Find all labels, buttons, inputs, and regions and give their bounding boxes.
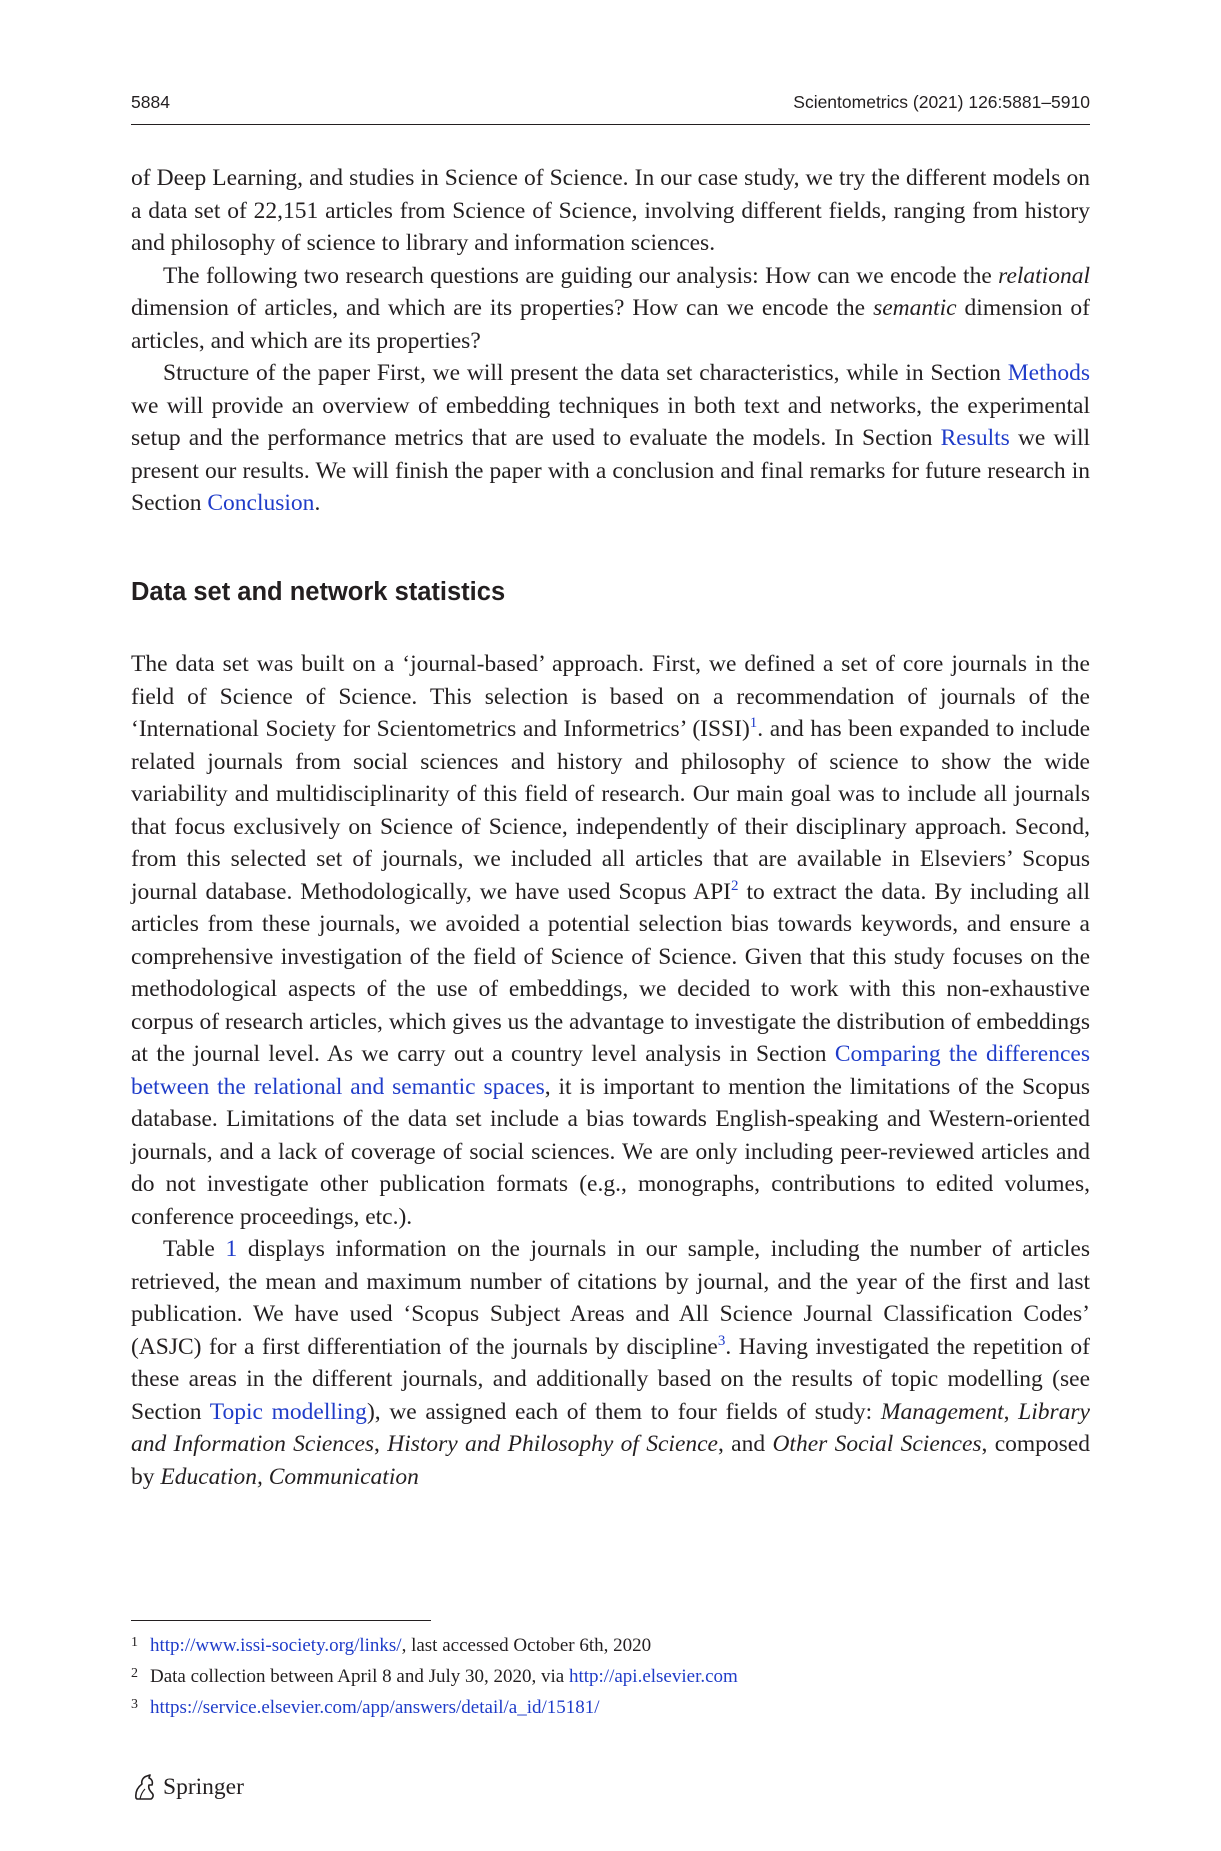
- link-table-1[interactable]: 1: [225, 1236, 238, 1262]
- section-paragraph-1: The data set was built on a ‘journal-based’ approach. First, we defined a set of core journals in the field of Science of Science. This selection is based on a recommendation of journals of the ‘International Society for Scientometrics and Informetrics’ (ISSI)$^1$. and has been expanded to include related journals from social sciences and history and philosophy of science to show the wide variability and multidisciplinarity of this field of research. Our main goal was to include all journals that focus exclusively on Science of Science, independently of their disciplinary approach. Second, from this selected set of journals, we included all articles that are available in Elseviers’ Scopus journal database. Methodologically, we have used Scopus API$^2$ to extract the data. By including all articles from these journals, we avoided a potential selection bias towards keywords, and ensure a comprehensive investigation of the field of Science of Science. Given that this study focuses on the methodological aspects of the use of embeddings, we decided to work with this non-exhaustive corpus of research articles, which gives us the advantage to investigate the distribution of embeddings at the journal level. As we carry out a country level analysis in Section Comparing the differences between the relational and semantic spaces, it is important to mention the limitations of the Scopus database. Limitations of the data set include a bias towards English-speaking and Western-oriented journals, and a lack of coverage of social sciences. We are only including peer-reviewed articles and do not investigate other publication formats (e.g., monographs, contributions to edited volumes, conference proceedings, etc.).: [131, 651, 1090, 1230]
- intro-text: [131, 162, 1090, 520]
- footnote-3: 3 https://service.elsevier.com/app/answers/detail/a_id/15181/: [131, 1697, 600, 1718]
- footnote-divider: [131, 1620, 431, 1621]
- link-topic-modelling[interactable]: Topic modelling: [209, 1398, 367, 1425]
- footnote-2-link[interactable]: http://api.elsevier.com: [568, 1666, 738, 1687]
- intro-paragraph-3: Structure of the paper First, we will present the data set characteristics, while in Section Methods we will provide an overview of embedding techniques in both text and networks, the experimental setup and the performance metrics that are used to evaluate the models. In Section Results we will present our results. We will finish the paper with a conclusion and final remarks for future research in Section Conclusion.: [131, 360, 1091, 516]
- springer-horse-icon: [131, 1773, 157, 1801]
- publisher-name: Springer: [163, 1773, 244, 1800]
- footnote-ref-2[interactable]: 2: [730, 877, 739, 894]
- intro-paragraph-1: of Deep Learning, and studies in Science of Science. In our case study, we try the different models on a data set of 22,151 articles from Science of Science, involving different fields, ranging from history and philosophy of science to library and information sciences.: [131, 165, 1090, 256]
- footnote-1-link[interactable]: http://www.issi-society.org/links/: [150, 1635, 402, 1656]
- footnote-ref-3[interactable]: 3: [717, 1332, 726, 1349]
- link-results[interactable]: Results: [940, 425, 1010, 451]
- running-header: [131, 92, 1090, 125]
- footnote-2: 2 Data collection between April 8 and July 30, 2020, via http://api.elsevier.com: [131, 1666, 738, 1687]
- link-methods[interactable]: Methods: [1007, 360, 1090, 386]
- link-comparing-section[interactable]: Comparing the differences between the relational and semantic spaces: [131, 1041, 1090, 1100]
- footnote-ref-1[interactable]: 1: [749, 715, 758, 731]
- journal-citation: Scientometrics (2021) 126:5881–5910: [793, 92, 1090, 112]
- publisher-footer: [131, 1773, 244, 1801]
- intro-paragraph-2: The following two research questions are guiding our analysis: How can we encode the relational dimension of articles, and which are its properties? How can we encode the semantic dimension of articles, and which are its properties?: [131, 262, 1090, 354]
- section-text: [131, 648, 1090, 1493]
- section-heading: Data set and network statistics: [131, 578, 506, 606]
- footnotes: [131, 1629, 1091, 1722]
- page-number: 5884: [131, 92, 170, 112]
- section-paragraph-2: Table 1 displays information on the journals in our sample, including the number of articles retrieved, the mean and maximum number of citations by journal, and the year of the first and last publication. We have used ‘Scopus Subject Areas and All Science Journal Classification Codes’ (ASJC) for a first differentiation of the journals by discipline$^3$. Having investigated the repetition of these areas in the different journals, and additionally based on the results of topic modelling (see Section Topic modelling), we assigned each of them to four fields of study: Management, Library and Information Sciences, History and Philosophy of Science, and Other Social Sciences, composed by Education, Communication: [131, 1236, 1090, 1490]
- footnote-1: 1 http://www.issi-society.org/links/, last accessed October 6th, 2020: [131, 1635, 652, 1656]
- link-conclusion[interactable]: Conclusion: [207, 490, 315, 516]
- footnote-3-link[interactable]: https://service.elsevier.com/app/answers/detail/a_id/15181/: [150, 1697, 600, 1718]
